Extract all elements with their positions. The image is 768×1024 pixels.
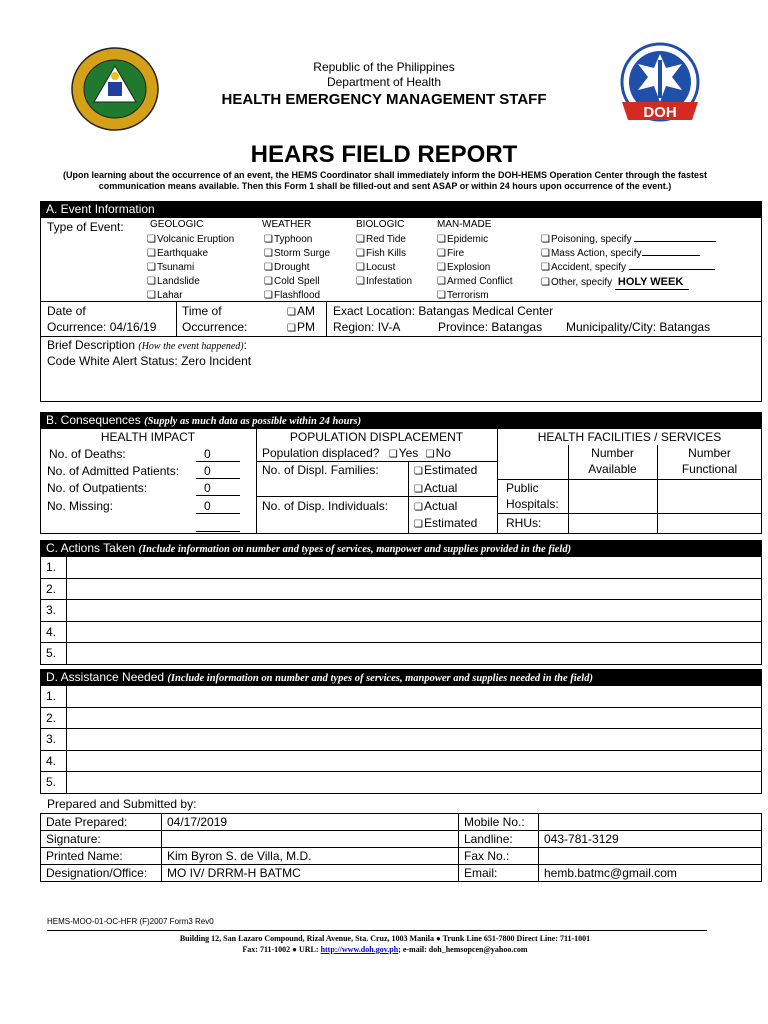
checkbox-storm-surge[interactable]: ❏ Storm Surge — [264, 247, 330, 261]
landline-value[interactable]: 043-781-3129 — [539, 831, 762, 848]
row-number: 4. — [41, 621, 67, 643]
checkbox-drought[interactable]: ❏ Drought — [264, 261, 330, 275]
row-number: 2. — [41, 707, 67, 729]
checkbox-individuals-actual[interactable]: ❏ Actual — [414, 499, 457, 513]
prepared-table — [40, 813, 762, 882]
checkbox-landslide[interactable]: ❏ Landslide — [147, 275, 234, 289]
header-department: Department of Health — [326, 75, 442, 89]
section-d-title: D. Assistance Needed — [46, 670, 165, 684]
row-number: 3. — [41, 729, 67, 751]
brief-colon: : — [243, 338, 247, 352]
footer-contacts — [40, 944, 730, 955]
footer-email: ; e-mail: doh_hemsopcen@yahoo.com — [398, 945, 528, 954]
section-b-title: B. Consequences — [46, 413, 141, 427]
checkbox-accident[interactable]: ❏ Accident, specify — [541, 262, 626, 273]
displ-individuals-label: No. of Disp. Individuals: — [262, 499, 389, 513]
checkbox-mass-action[interactable]: ❏ Mass Action, specify — [541, 248, 642, 259]
email-value[interactable]: hemb.batmc@gmail.com — [539, 865, 762, 882]
footer-address: Building 12, San Lazaro Compound, Rizal Avenue, Sta. Cruz, 1003 Manila ● Trunk Line 651-7800 Direct Line: 711-1001 — [179, 934, 591, 943]
form-title: HEARS FIELD REPORT — [250, 141, 518, 168]
row-number: 4. — [41, 750, 67, 772]
province[interactable]: Province: Batangas — [438, 320, 543, 334]
email-label: Email: — [459, 865, 539, 882]
signature-label: Signature: — [41, 831, 162, 848]
assistance-cell[interactable] — [67, 772, 762, 794]
signature-value[interactable] — [162, 831, 459, 848]
action-cell[interactable] — [67, 578, 762, 600]
brief-description-value[interactable]: Code White Alert Status: Zero Incident — [47, 354, 252, 368]
table-row — [41, 621, 762, 643]
assistance-cell[interactable] — [67, 729, 762, 751]
section-c-header — [40, 540, 762, 556]
section-b-header — [40, 412, 762, 428]
action-cell[interactable] — [67, 643, 762, 665]
action-cell[interactable] — [67, 600, 762, 622]
deaths-label: No. of Deaths: — [49, 447, 126, 461]
table-row — [41, 600, 762, 622]
checkbox-earthquake[interactable]: ❏ Earthquake — [147, 247, 234, 261]
deaths-value[interactable]: 0 — [196, 447, 240, 462]
landline-label: Landline: — [459, 831, 539, 848]
admitted-label: No. of Admitted Patients: — [47, 464, 180, 478]
action-cell[interactable] — [67, 557, 762, 579]
checkbox-fish-kills[interactable]: ❏ Fish Kills — [356, 247, 412, 261]
section-b-note: (Supply as much data as possible within 24 hours) — [144, 416, 362, 427]
section-a-header — [40, 201, 762, 217]
actions-taken-table — [40, 556, 762, 665]
checkbox-locust[interactable]: ❏ Locust — [356, 261, 412, 275]
checkbox-no[interactable]: ❏ No — [426, 446, 451, 460]
checkbox-explosion[interactable]: ❏ Explosion — [437, 261, 513, 275]
pop-displaced-question: Population displaced? — [262, 446, 380, 460]
pop-displacement-header: POPULATION DISPLACEMENT — [289, 430, 464, 444]
table-row — [41, 772, 762, 794]
date-prepared-label: Date Prepared: — [41, 814, 162, 831]
form-code: HEMS-MOO-01-OC-HFR (F)2007 Form3 Rev0 — [47, 917, 214, 926]
checkbox-epidemic[interactable]: ❏ Epidemic — [437, 233, 513, 247]
row-number: 5. — [41, 772, 67, 794]
footer-fax: Fax: 711-1002 ● URL: — [242, 945, 321, 954]
time-of-label: Time of — [182, 304, 222, 318]
checkbox-tsunami[interactable]: ❏ Tsunami — [147, 261, 234, 275]
checkbox-am[interactable]: ❏ AM — [287, 304, 315, 318]
row-number: 3. — [41, 600, 67, 622]
mobile-value[interactable] — [539, 814, 762, 831]
admitted-value[interactable]: 0 — [196, 464, 240, 479]
checkbox-typhoon[interactable]: ❏ Typhoon — [264, 233, 330, 247]
other-specify-value[interactable]: HOLY WEEK — [615, 275, 689, 290]
exact-location[interactable]: Exact Location: Batangas Medical Center — [333, 304, 554, 318]
table-row — [41, 814, 762, 831]
health-impact-header: HEALTH IMPACT — [100, 430, 196, 444]
time-occurrence-label: Occurrence: — [182, 320, 248, 334]
action-cell[interactable] — [67, 621, 762, 643]
section-c-note: (Include information on number and types of services, manpower and supplies provided in the field) — [138, 544, 572, 555]
table-row — [41, 707, 762, 729]
brief-description-note: (How the event happened) — [138, 341, 244, 352]
footer-url-link[interactable]: http://www.doh.gov.ph — [320, 945, 399, 954]
table-row — [41, 848, 762, 865]
checkbox-lahar[interactable]: ❏ Lahar — [147, 289, 234, 303]
brief-description-label: Brief Description — [47, 338, 136, 352]
date-of-label: Date of — [47, 304, 86, 318]
designation-label: Designation/Office: — [41, 865, 162, 882]
date-occurrence-value[interactable]: Ocurrence: 04/16/19 — [47, 320, 157, 334]
table-row — [41, 578, 762, 600]
cat-weather: WEATHER — [262, 219, 312, 230]
outpatients-value[interactable]: 0 — [196, 481, 240, 496]
table-row — [41, 729, 762, 751]
checkbox-families-estimated[interactable]: ❏ Estimated — [414, 463, 477, 477]
number-functional-header-1: Number — [688, 446, 731, 460]
prepared-title: Prepared and Submitted by: — [47, 797, 197, 811]
table-row — [41, 643, 762, 665]
checkbox-volcanic-eruption[interactable]: ❏ Volcanic Eruption — [147, 233, 234, 247]
section-c-title: C. Actions Taken — [46, 541, 136, 555]
assistance-cell[interactable] — [67, 707, 762, 729]
section-d-header — [40, 669, 762, 685]
fax-label: Fax No.: — [459, 848, 539, 865]
row-number: 2. — [41, 578, 67, 600]
checkbox-fire[interactable]: ❏ Fire — [437, 247, 513, 261]
doh-seal-logo — [70, 46, 160, 132]
checkbox-terrorism[interactable]: ❏ Terrorism — [437, 289, 513, 303]
row-number: 1. — [41, 686, 67, 708]
cat-biologic: BIOLOGIC — [356, 219, 405, 230]
row-number: 5. — [41, 643, 67, 665]
assistance-needed-table — [40, 685, 762, 794]
cat-geologic: GEOLOGIC — [150, 219, 204, 230]
checkbox-yes[interactable]: ❏ Yes — [389, 446, 419, 460]
public-label: Public — [506, 481, 539, 495]
missing-label: No. Missing: — [47, 499, 114, 513]
checkbox-infestation[interactable]: ❏ Infestation — [356, 275, 412, 289]
health-facilities-header: HEALTH FACILITIES / SERVICES — [537, 430, 722, 444]
designation-value[interactable]: MO IV/ DRRM-H BATMC — [162, 865, 459, 882]
assistance-cell[interactable] — [67, 750, 762, 772]
number-available-header-2: Available — [588, 462, 637, 476]
checkbox-individuals-estimated[interactable]: ❏ Estimated — [414, 516, 477, 530]
table-row — [41, 865, 762, 882]
checkbox-red-tide[interactable]: ❏ Red Tide — [356, 233, 412, 247]
hems-logo-label: DOH — [643, 104, 677, 121]
checkbox-flashflood[interactable]: ❏ Flashflood — [264, 289, 330, 303]
table-row — [41, 750, 762, 772]
region[interactable]: Region: IV-A — [333, 320, 401, 334]
hems-logo — [610, 40, 710, 130]
table-row — [41, 686, 762, 708]
section-a-title: A. Event Information — [46, 202, 155, 216]
section-d-note: (Include information on number and types of services, manpower and supplies needed in the field) — [167, 673, 593, 684]
rhus-label: RHUs: — [506, 516, 542, 530]
municipality[interactable]: Municipality/City: Batangas — [566, 320, 711, 334]
checkbox-families-actual[interactable]: ❏ Actual — [414, 481, 457, 495]
cat-manmade: MAN-MADE — [437, 219, 492, 230]
mobile-label: Mobile No.: — [459, 814, 539, 831]
missing-value[interactable]: 0 — [196, 499, 240, 514]
printed-name-value[interactable]: Kim Byron S. de Villa, M.D. — [162, 848, 459, 865]
table-row — [41, 831, 762, 848]
number-functional-header-2: Functional — [681, 462, 738, 476]
row-number: 1. — [41, 557, 67, 579]
checkbox-pm[interactable]: ❏ PM — [287, 320, 315, 334]
table-row — [41, 557, 762, 579]
displ-families-label: No. of Displ. Families: — [262, 463, 379, 477]
date-prepared-value[interactable]: 04/17/2019 — [162, 814, 459, 831]
form-instruction: (Upon learning about the occurrence of an event, the HEMS Coordinator shall immediately inform the DOH-HEMS Operation Center through the fastest communication means available. Then this Form 1 shall be filled-out and sent ASAP or within 24 hours upon occurrence of the event.) — [62, 170, 708, 191]
outpatients-label: No. of Outpatients: — [47, 481, 148, 495]
assistance-cell[interactable] — [67, 686, 762, 708]
header-republic: Republic of the Philippines — [313, 60, 455, 74]
fax-value[interactable] — [539, 848, 762, 865]
type-of-event-label: Type of Event: — [47, 220, 124, 234]
checkbox-other[interactable]: ❏ Other, specify — [541, 277, 612, 288]
printed-name-label: Printed Name: — [41, 848, 162, 865]
checkbox-armed-conflict[interactable]: ❏ Armed Conflict — [437, 275, 513, 289]
header-hems: HEALTH EMERGENCY MANAGEMENT STAFF — [221, 91, 547, 108]
number-available-header-1: Number — [591, 446, 634, 460]
hospitals-label: Hospitals: — [506, 497, 559, 511]
checkbox-cold-spell[interactable]: ❏ Cold Spell — [264, 275, 330, 289]
checkbox-poisoning[interactable]: ❏ Poisoning, specify — [541, 234, 632, 245]
